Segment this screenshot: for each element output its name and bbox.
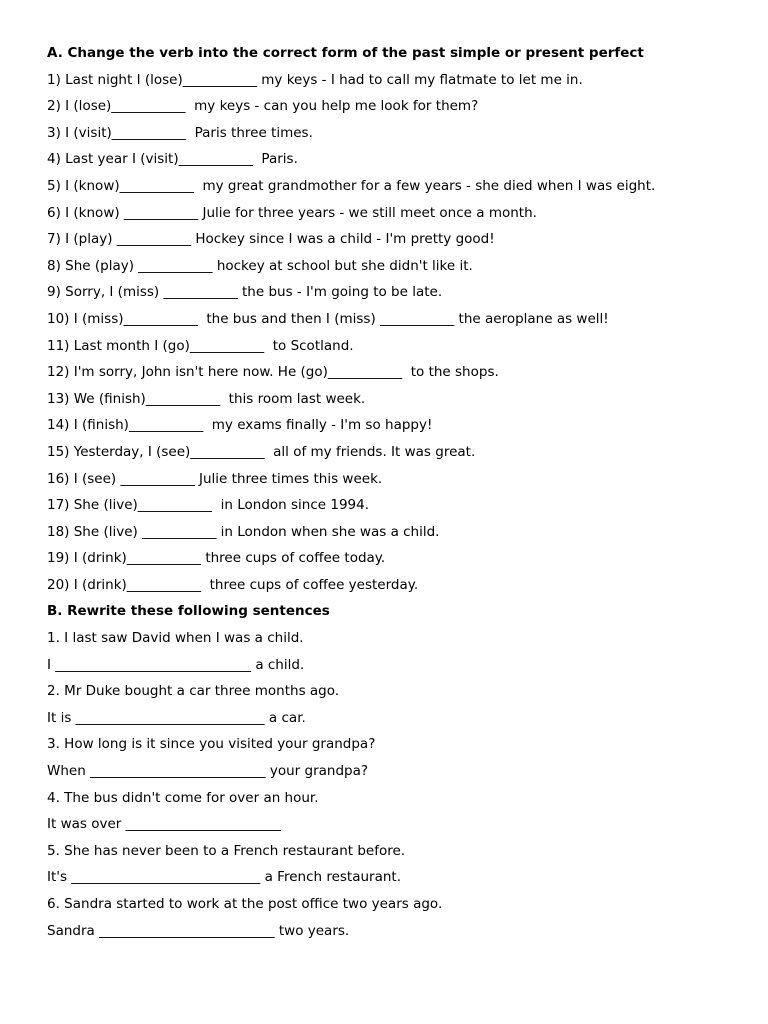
exercise-a-item-17: 17) She (live)___________ in London since 1994. <box>47 497 370 514</box>
section-a-heading: A. Change the verb into the correct form of the past simple or present perfect <box>47 45 644 61</box>
exercise-a-item-1: 1) Last night I (lose)___________ my keys - I had to call my flatmate to let me in. <box>47 71 583 88</box>
exercise-b-rewrite-6: Sandra __________________________ two years. <box>47 922 350 939</box>
exercise-a-item-4: 4) Last year I (visit)___________ Paris. <box>47 151 298 168</box>
exercise-b-sentence-4: 4. The bus didn't come for over an hour. <box>47 789 319 806</box>
exercise-b-sentence-6: 6. Sandra started to work at the post office two years ago. <box>47 896 443 912</box>
section-b-heading: B. Rewrite these following sentences <box>47 603 330 620</box>
exercise-a-item-10: 10) I (miss)___________ the bus and then I (miss) ___________ the aeroplane as well! <box>47 310 609 327</box>
exercise-b-sentence-5: 5. She has never been to a French restaurant before. <box>47 842 406 859</box>
exercise-b-rewrite-3: When __________________________ your grandpa? <box>47 763 369 780</box>
exercise-a-item-7: 7) I (play) ___________ Hockey since I was a child - I'm pretty good! <box>47 231 495 248</box>
exercise-b-rewrite-5: It's ____________________________ a French restaurant. <box>47 869 402 886</box>
exercise-b-sentence-3: 3. How long is it since you visited your grandpa? <box>47 736 376 753</box>
exercise-b-sentence-2: 2. Mr Duke bought a car three months ago. <box>47 683 340 700</box>
exercise-a-item-11: 11) Last month I (go)___________ to Scotland. <box>47 337 354 354</box>
exercise-a-item-13: 13) We (finish)___________ this room last week. <box>47 390 366 407</box>
exercise-a-item-14: 14) I (finish)___________ my exams finally - I'm so happy! <box>47 417 433 434</box>
exercise-a-item-9: 9) Sorry, I (miss) ___________ the bus - I'm going to be late. <box>47 284 443 301</box>
exercise-a-item-6: 6) I (know) ___________ Julie for three years - we still meet once a month. <box>47 204 537 221</box>
exercise-b-sentence-1: 1. I last saw David when I was a child. <box>47 630 304 647</box>
exercise-a-item-8: 8) She (play) ___________ hockey at school but she didn't like it. <box>47 257 473 274</box>
exercise-b-rewrite-1: I _____________________________ a child. <box>47 656 305 673</box>
worksheet-content <box>47 40 747 944</box>
exercise-b-rewrite-4: It was over _______________________ <box>47 816 281 833</box>
exercise-a-item-2: 2) I (lose)___________ my keys - can you help me look for them? <box>47 98 479 115</box>
section-b-items <box>47 625 747 944</box>
exercise-a-item-12: 12) I'm sorry, John isn't here now. He (go)___________ to the shops. <box>47 364 499 381</box>
exercise-a-item-5: 5) I (know)___________ my great grandmother for a few years - she died when I was eight. <box>47 177 656 194</box>
exercise-a-item-18: 18) She (live) ___________ in London when she was a child. <box>47 523 440 540</box>
section-a-items <box>47 67 747 599</box>
exercise-a-item-15: 15) Yesterday, I (see)___________ all of my friends. It was great. <box>47 443 476 460</box>
exercise-a-item-19: 19) I (drink)___________ three cups of coffee today. <box>47 550 386 567</box>
exercise-b-rewrite-2: It is ____________________________ a car. <box>47 709 306 726</box>
exercise-a-item-3: 3) I (visit)___________ Paris three times. <box>47 124 313 141</box>
exercise-a-item-20: 20) I (drink)___________ three cups of coffee yesterday. <box>47 576 419 593</box>
exercise-a-item-16: 16) I (see) ___________ Julie three times this week. <box>47 470 383 487</box>
